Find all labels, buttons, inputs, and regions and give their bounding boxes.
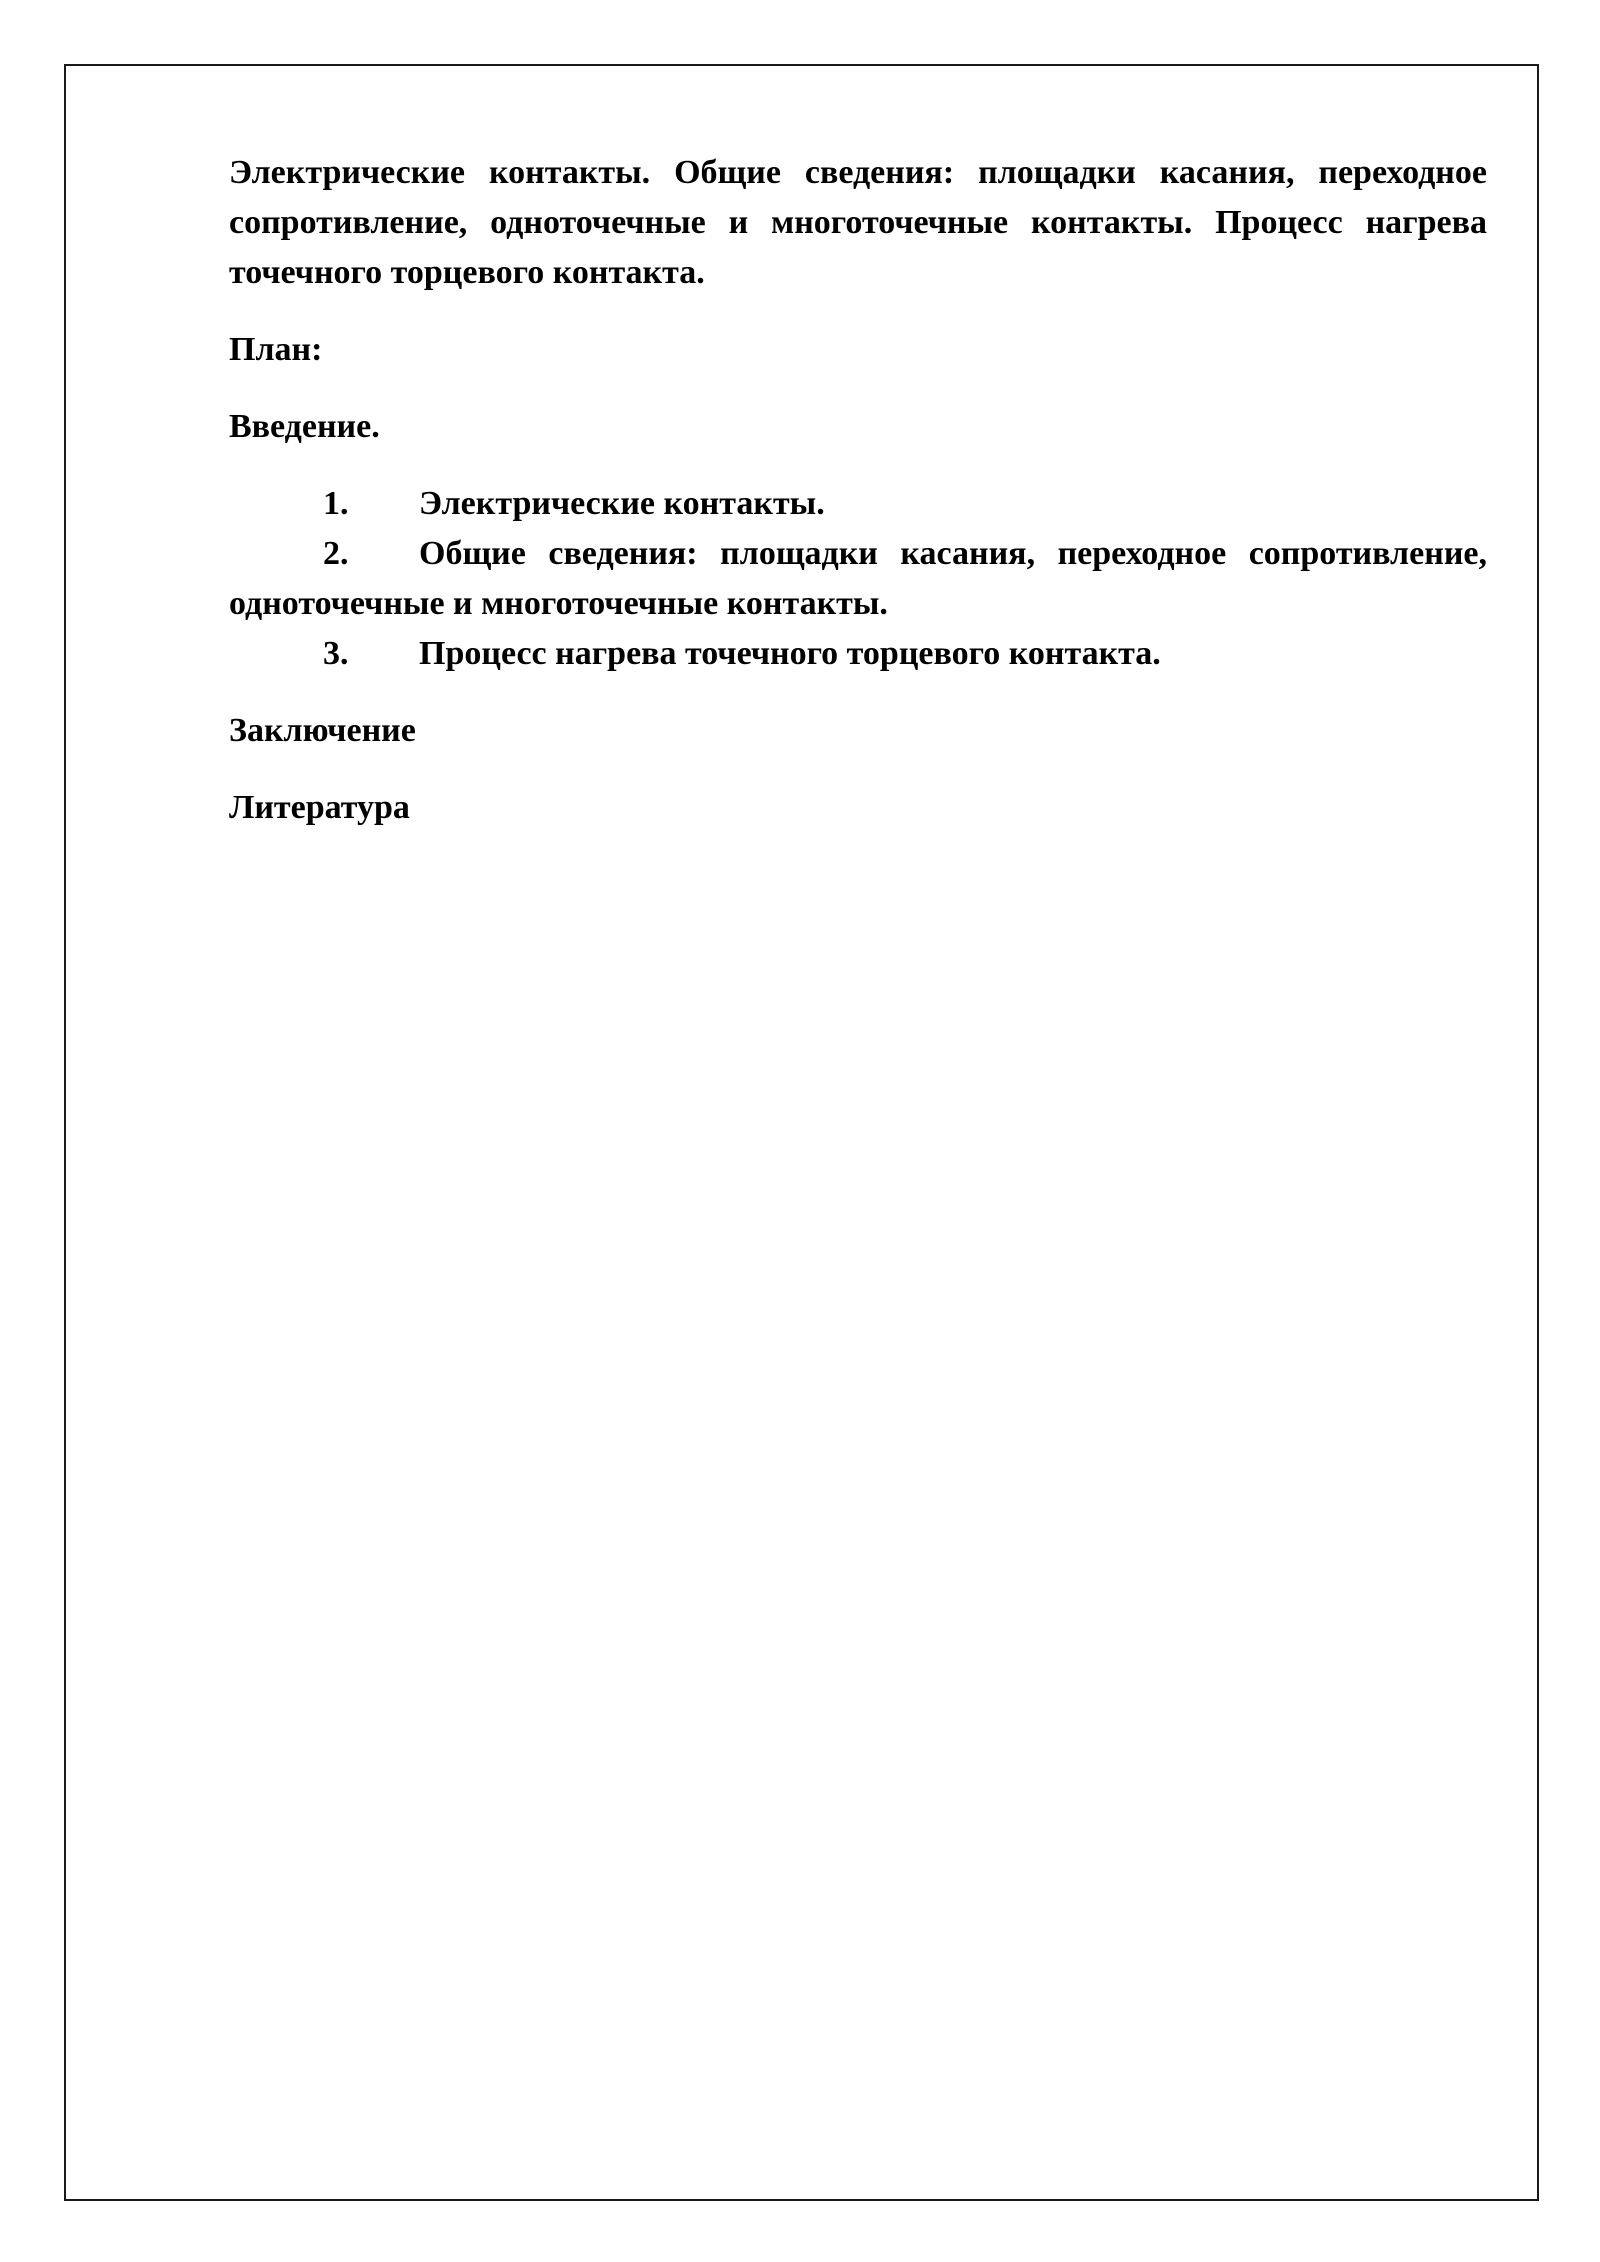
- document-title: Электрические контакты. Общие сведения: площадки касания, переходное сопротивление, одноточечные и многоточечные контакты. Процесс нагрева точечного торцевого контакта.: [229, 154, 1487, 291]
- list-item-number: 1.: [323, 485, 349, 522]
- list-item-number: 2.: [323, 535, 349, 572]
- list-item: [229, 629, 1487, 679]
- references-heading: Литература: [229, 789, 410, 826]
- list-item-text: Электрические контакты.: [419, 485, 825, 522]
- list-item: [229, 529, 1487, 629]
- plan-heading: План:: [229, 331, 323, 368]
- outline-list: [229, 479, 1487, 679]
- list-item-number: 3.: [323, 635, 349, 672]
- conclusion-heading: Заключение: [229, 712, 416, 749]
- list-item-text: Процесс нагрева точечного торцевого контакта.: [419, 635, 1161, 672]
- document-body: [229, 148, 1487, 833]
- list-item: [229, 479, 1487, 529]
- list-item-text: Общие сведения: площадки касания, переходное сопротивление, одноточечные и многоточечные контакты.: [229, 535, 1487, 622]
- introduction-heading: Введение.: [229, 408, 380, 445]
